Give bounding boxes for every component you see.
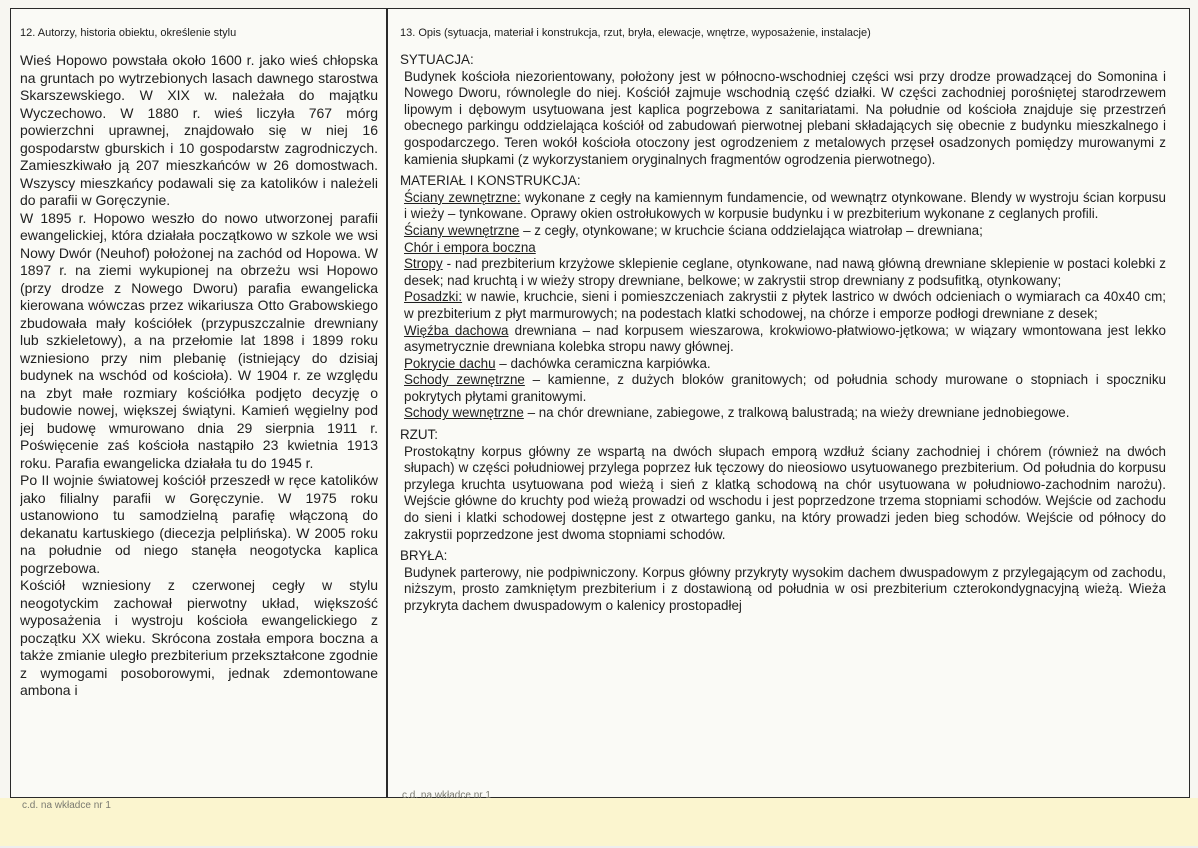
material-item — [404, 323, 1166, 356]
continuation-note-right: c.d. na wkładce nr 1 — [402, 790, 491, 801]
history-text — [20, 52, 378, 700]
material-item — [404, 356, 1166, 373]
material-item-label: Stropy — [404, 256, 443, 272]
material-item — [404, 289, 1166, 322]
bryla-text: Budynek parterowy, nie podpiwniczony. Korpus główny przykryty wysokim dachem dwuspadowym z przylegającym od zachodu, niższym, prosto zamkniętym prezbiterium i z dostawioną od południa w osi prezbiterium czterokondygnacyjną wieżą. Wieża przykryta dachem dwuspadowym o kalenicy prostopadłej — [404, 564, 1166, 613]
material-item-label: Chór i empora boczna — [404, 239, 536, 255]
history-paragraph: W 1895 r. Hopowo weszło do nowo utworzonej parafii ewangelickiej, która działała początkowo w szkole we wsi Nowy Dwór (Neuhof) położonej na zachód od Hopowa. W 1897 r. na ziemi wykupionej na obrzeżu wsi Hopowo (przy drodze z Nowego Dworu) parafia ewangelicka kierowana wówczas przez wikariusza Otto Grabowskiego zbudowała mały kościółek (przypuszczalnie drewniany lub szkieletowy), a na przełomie lat 1898 i 1899 roku wzniesiono przy nim plebanię (istniejący do dzisiaj budynek na wschód od kościoła). W 1904 r. ze względu na zbyt małe rozmiary kościółka podjęto decyzję o budowie nowej, większej świątyni. Kamień węgielny pod jej budowę wmurowano dnia 29 sierpnia 1911 r. Poświęcenie zaś kościoła nastąpiło 23 kwietnia 1913 roku. Parafia ewangelicka działała tu do 1945 r. — [20, 209, 378, 471]
section-body-sytuacja — [400, 69, 1166, 169]
material-item-text: drewniana – nad korpusem wieszarowa, krokwiowo-płatwiowo-jętkowa; w wiązary wmontowana jest lekko asymetrycznie drewniana kolebka stropu nawy głównej. — [404, 322, 1166, 355]
section-title-sytuacja: SYTUACJA: — [400, 52, 474, 67]
material-item — [404, 223, 1166, 240]
section-title-material: MATERIAŁ I KONSTRUKCJA: — [400, 173, 581, 189]
history-header: 12. Autorzy, historia obiektu, określenie stylu — [20, 27, 237, 39]
material-item-text: – na chór drewniane, zabiegowe, z tralkową balustradą; na wieży drewniane jednobiegowe. — [523, 405, 1070, 421]
material-item-label: Schody wewnętrzne — [404, 405, 524, 421]
material-item-label: Pokrycie dachu — [404, 355, 496, 371]
description-body — [400, 52, 1166, 615]
section-title-rzut: RZUT: — [400, 427, 438, 443]
description-header: 13. Opis (sytuacja, materiał i konstrukcja, rzut, bryła, elewacje, wnętrze, wyposażenie, instalacje) — [400, 27, 871, 39]
material-item-label: Ściany zewnętrzne: — [404, 189, 521, 205]
section-body-rzut — [400, 444, 1166, 544]
rzut-text: Prostokątny korpus główny ze wspartą na dwóch słupach emporą wzdłuż ściany zachodniej i chórem (również na dwóch słupach) w części południowej przylega poprzez łuk tęczowy do nieosiowo usytuowanego prezbiterium. Od południa do korpusu przylega kruchta usytuowana pod wieżą i sień z klatką schodową na chór usytuowana w południowo-zachodnim narożu). Wejście główne do kruchty pod wieżą prowadzi od wschodu i jest poprzedzone trzema stopniami schodów. Wejście od zachodu do sieni i klatki schodowej dostępne jest z otwartego ganku, na który prowadzi jeden bieg schodów. Wejście od północy do zakrystii poprzedzone jest dwoma stopniami schodów. — [404, 443, 1166, 542]
material-item-text: w nawie, kruchcie, sieni i pomieszczeniach zakrystii z płytek lastrico w dwóch odcieniach o wymiarach ca 40x40 cm; w prezbiterium z płyt marmurowych; na podestach klatki schodowej, na chórze i emporze podłogi drewniane z desek; — [404, 289, 1166, 321]
history-paragraph: Wieś Hopowo powstała około 1600 r. jako wieś chłopska na gruntach po wytrzebionych lasach dawnego starostwa Skarszewskiego. W XIX w. należała do majątku Wyczechowo. W 1880 r. wieś liczyła 767 mórg powierzchni uprawnej, znajdowało się w niej 16 gospodarstw gburskich i 10 gospodarstw zagrodniczych. Zamieszkiwało ją 207 mieszkańców w 26 domostwach. Wszyscy mieszkańcy podawali się za katolików i należeli do parafii w Goręczynie. — [20, 52, 378, 208]
material-item-text: - nad prezbiterium krzyżowe sklepienie ceglane, otynkowane, nad nawą główną drewniane sklepienie w postaci kolebki z desek; nad kruchtą i w wieży stropy drewniane, belkowe; w zakrystii strop drewniany z podsufitką, otynkowany; — [404, 256, 1166, 288]
section-body-bryla — [400, 565, 1166, 615]
material-item — [404, 190, 1166, 223]
history-paragraph: Po II wojnie światowej kościół przeszedł w ręce katolików jako filialny parafii w Goręczynie. W 1975 roku ustanowiono tu samodzielną parafię włączoną do dekanatu kartuskiego (diecezja pelplińska). W 2005 roku na południe od niego stanęła neogotycka kaplica pogrzebowa. — [20, 472, 378, 576]
section-body-material — [400, 190, 1166, 422]
material-item-label: Posadzki: — [404, 289, 463, 305]
material-item-text: wykonane z cegły na kamiennym fundamencie, od wewnątrz otynkowane. Blendy w wystroju ścian korpusu i wieży – tynkowane. Oprawy okien ostrołukowych w korpusie budynku i w prezbiterium wykonane z ceglanych profili. — [404, 189, 1166, 222]
sytuacja-text: Budynek kościoła niezorientowany, położony jest w północno-wschodniej części wsi przy drodze prowadzącej do Somonina i Nowego Dworu, równolegle do niej. Kościół zajmuje wschodnią część działki. W części zachodniej porośniętej starodrzewem lipowym i dębowym usytuowana jest kaplica pogrzebowa z sanitariatami. Na południe od kościoła znajduje się przestrzeń obecnego parkingu oddzielająca kościół od zabudowań pierwotnej plebani składających się obecnie z budynku mieszkalnego i gospodarczego. Teren wokół kościoła otoczony jest ogrodzeniem z metalowych przęseł osadzonych pomiędzy murowanymi z kamienia słupkami (z wykorzystaniem oryginalnych fragmentów ogrodzenia pierwotnego). — [404, 68, 1166, 167]
material-item — [404, 240, 1166, 257]
description-column — [400, 8, 1166, 798]
material-item-label: Ściany wewnętrzne — [404, 222, 520, 238]
section-title-bryla: BRYŁA: — [400, 548, 448, 564]
history-column — [20, 8, 382, 798]
continuation-note-left: c.d. na wkładce nr 1 — [22, 800, 111, 811]
material-item-label: Schody zewnętrzne — [404, 372, 525, 388]
material-item-label: Więźba dachowa — [404, 322, 509, 338]
material-item — [404, 372, 1166, 405]
column-divider — [386, 8, 388, 798]
history-paragraph: Kościół wzniesiony z czerwonej cegły w stylu neogotyckim zachował pierwotny układ, większość wyposażenia i wystroju kościoła ewangelickiego z początku XX wieku. Skrócona została empora boczna a także zmianie uległo prezbiterium przekształcone zgodnie z wymogami posoborowymi, jednak zdemontowane ambona i — [20, 577, 378, 698]
material-item — [404, 256, 1166, 289]
footer-strip — [0, 798, 1198, 848]
material-item-text: – z cegły, otynkowane; w kruchcie ściana oddzielająca wiatrołap – drewniana; — [519, 222, 983, 238]
material-item — [404, 405, 1166, 422]
material-item-text: – kamienne, z dużych bloków granitowych; od południa schody murowane o stopniach i spoczniku pokrytych płytami granitowymi. — [404, 372, 1166, 404]
material-item-text: – dachówka ceramiczna karpiówka. — [495, 355, 711, 371]
